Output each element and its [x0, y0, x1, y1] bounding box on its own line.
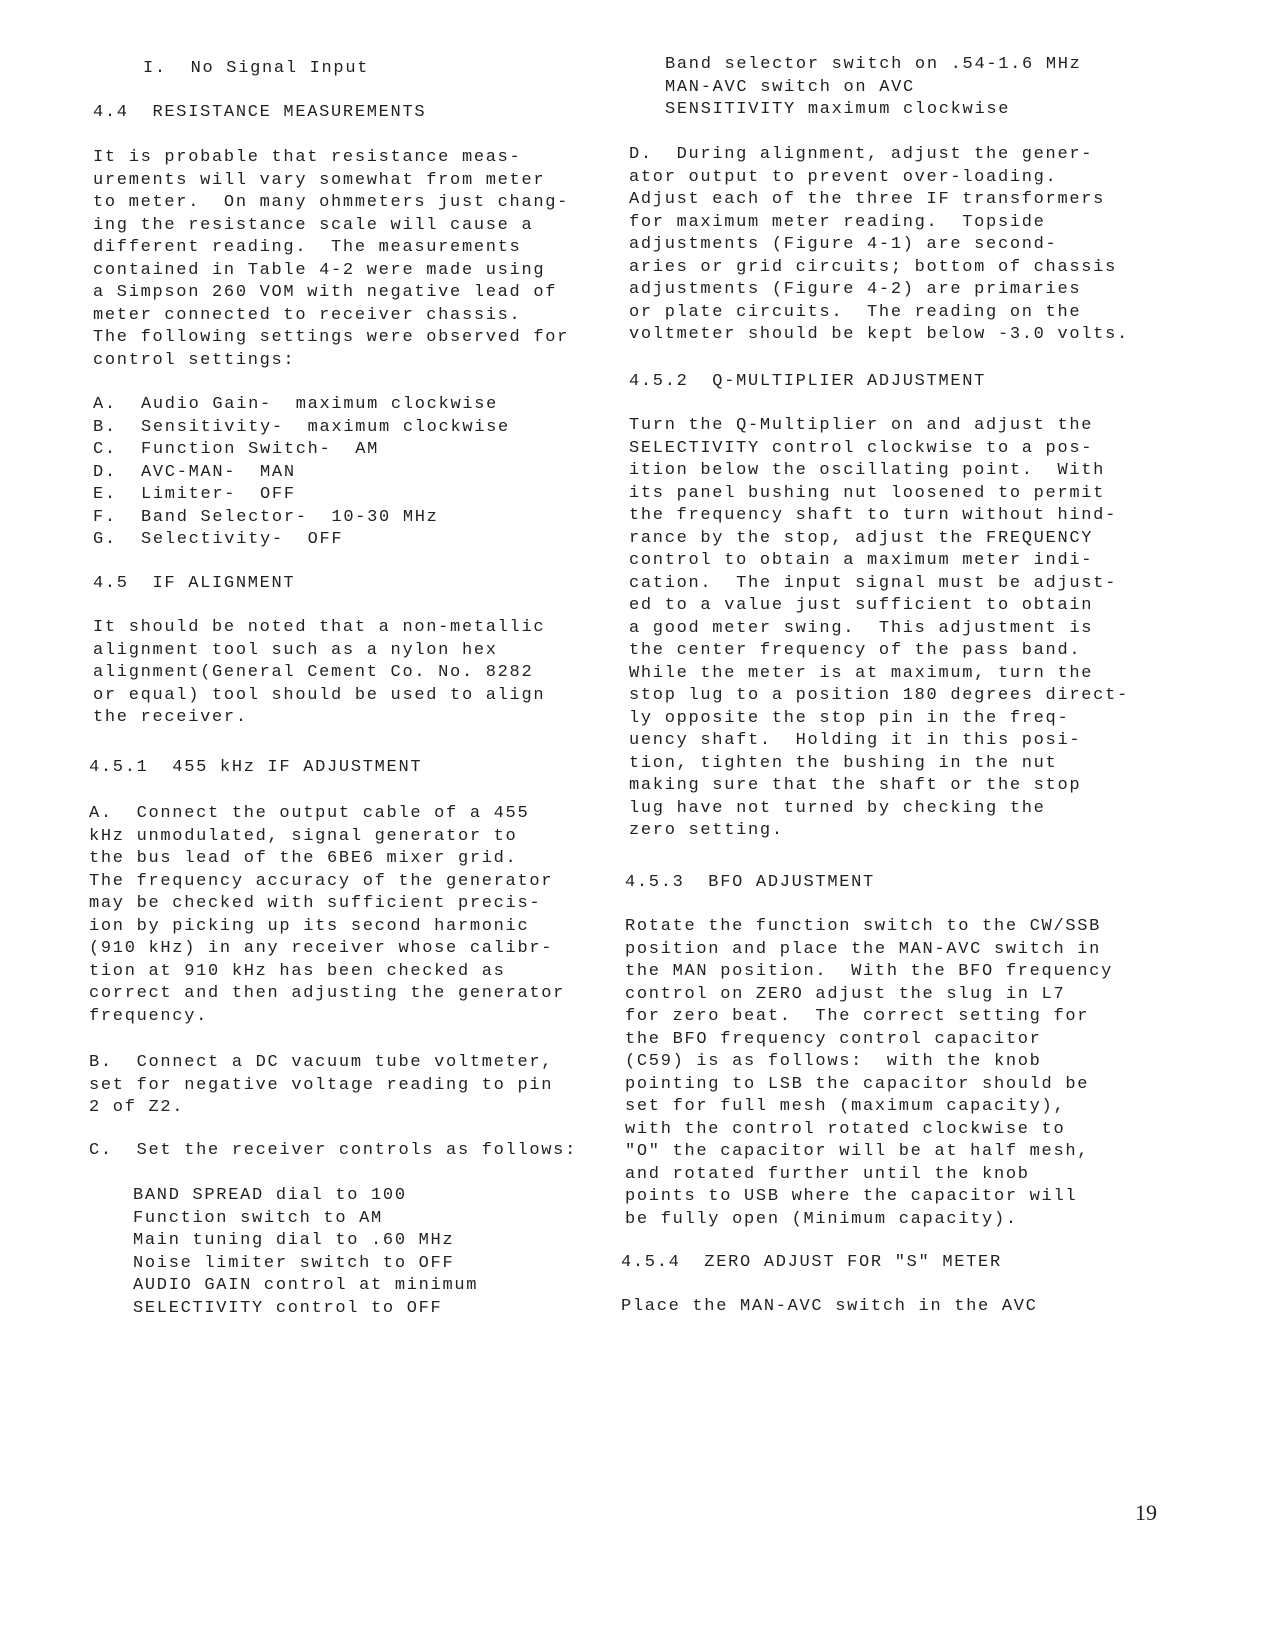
- text-line: BAND SPREAD dial to 100: [133, 1186, 407, 1205]
- text-line: aries or grid circuits; bottom of chassis: [629, 257, 1117, 277]
- text-line: "O" the capacitor will be at half mesh,: [625, 1142, 1090, 1161]
- paragraph-4-5-3: [625, 916, 1113, 1231]
- heading-4-4: 4.4 RESISTANCE MEASUREMENTS: [93, 103, 427, 122]
- text-line: AUDIO GAIN control at minimum: [133, 1276, 479, 1295]
- heading-4-5-4: 4.5.4 ZERO ADJUST FOR "S" METER: [621, 1253, 1002, 1272]
- text-line: ly opposite the stop pin in the freq-: [629, 708, 1070, 728]
- list-item: [93, 507, 510, 530]
- text-line: alignment(General Cement Co. No. 8282: [93, 663, 534, 682]
- text-line: ing the resistance scale will cause a: [93, 215, 534, 235]
- text-line: (C59) is as follows: with the knob: [625, 1052, 1042, 1071]
- text-line: the bus lead of the 6BE6 mixer grid.: [89, 849, 518, 868]
- text-line: ed to a value just sufficient to obtain: [629, 596, 1094, 615]
- paragraph-4-5: [93, 617, 545, 730]
- list-item-label: C.: [93, 440, 117, 459]
- text-line: frequency.: [89, 1006, 209, 1026]
- text-line: the BFO frequency control capacitor: [625, 1029, 1042, 1049]
- text-line: uency shaft. Holding it in this posi-: [629, 731, 1082, 750]
- list-item-text: Sensitivity- maximum clockwise: [141, 417, 510, 437]
- text-line: points to USB where the capacitor will: [625, 1187, 1078, 1206]
- text-line: control to obtain a maximum meter indi-: [629, 551, 1094, 570]
- heading-4-5-1: 4.5.1 455 kHz IF ADJUSTMENT: [89, 758, 423, 777]
- text-line: meter connected to receiver chassis.: [93, 305, 522, 325]
- text-line: Band selector switch on .54-1.6 MHz: [665, 55, 1082, 74]
- text-line: tion at 910 kHz has been checked as: [89, 961, 506, 981]
- text-line: making sure that the shaft or the stop: [629, 776, 1082, 795]
- text-line: lug have not turned by checking the: [629, 798, 1046, 818]
- text-line: adjustments (Figure 4-2) are primaries: [629, 280, 1082, 299]
- list-item-label: B.: [93, 417, 117, 437]
- text-line: Noise limiter switch to OFF: [133, 1253, 455, 1273]
- text-line: ator output to prevent over-loading.: [629, 167, 1058, 187]
- text-line: SELECTIVITY control to OFF: [133, 1298, 443, 1318]
- list-item-text: Audio Gain- maximum clockwise: [141, 395, 499, 414]
- text-line: ion by picking up its second harmonic: [89, 916, 530, 936]
- paragraph-b: [89, 1052, 553, 1120]
- text-line: with the control rotated clockwise to: [625, 1119, 1066, 1139]
- text-line: While the meter is at maximum, turn the: [629, 663, 1094, 683]
- list-item: [93, 529, 510, 552]
- page-number: 19: [1135, 1500, 1157, 1525]
- text-line: SELECTIVITY control clockwise to a pos-: [629, 438, 1094, 458]
- list-item-label: F.: [93, 507, 117, 527]
- text-line: alignment tool such as a nylon hex: [93, 640, 498, 660]
- text-line: for zero beat. The correct setting for: [625, 1007, 1090, 1026]
- paragraph-4-5-4: Place the MAN-AVC switch in the AVC: [621, 1297, 1038, 1316]
- text-line: D. During alignment, adjust the gener-: [629, 145, 1094, 164]
- text-line: position and place the MAN-AVC switch in: [625, 939, 1102, 959]
- text-line: tion, tighten the bushing in the nut: [629, 753, 1058, 773]
- text-line: A. Connect the output cable of a 455: [89, 804, 530, 823]
- text-line: to meter. On many ohmmeters just chang-: [93, 193, 570, 212]
- list-item-label: D.: [93, 462, 117, 482]
- text-line: correct and then adjusting the generator: [89, 984, 566, 1003]
- text-line: ition below the oscillating point. With: [629, 461, 1106, 480]
- text-line: different reading. The measurements: [93, 238, 522, 257]
- paragraph-4-5-2: [629, 415, 1129, 843]
- list-item-text: Band Selector- 10-30 MHz: [141, 507, 439, 527]
- text-line: the frequency shaft to turn without hind-: [629, 506, 1117, 525]
- text-line: MAN-AVC switch on AVC: [665, 77, 915, 97]
- text-line: the receiver.: [93, 708, 248, 727]
- heading-4-5-2: 4.5.2 Q-MULTIPLIER ADJUSTMENT: [629, 372, 987, 391]
- section-title: I. No Signal Input: [143, 59, 370, 78]
- text-line: It should be noted that a non-metallic: [93, 618, 546, 637]
- paragraph-c: C. Set the receiver controls as follows:: [89, 1141, 577, 1160]
- list-item-text: Selectivity- OFF: [141, 530, 344, 549]
- text-line: (910 kHz) in any receiver whose calibr-: [89, 939, 554, 958]
- list-item-text: Limiter- OFF: [141, 485, 296, 504]
- text-line: for maximum meter reading. Topside: [629, 212, 1046, 232]
- text-line: may be checked with sufficient precis-: [89, 894, 542, 913]
- text-line: It is probable that resistance meas-: [93, 148, 522, 167]
- text-line: The following settings were observed for: [93, 328, 570, 347]
- control-settings-list: [93, 394, 510, 552]
- text-line: a Simpson 260 VOM with negative lead of: [93, 283, 558, 302]
- text-line: set for full mesh (maximum capacity),: [625, 1097, 1066, 1116]
- text-line: Main tuning dial to .60 MHz: [133, 1231, 455, 1250]
- text-line: Adjust each of the three IF transformers: [629, 190, 1106, 209]
- text-line: a good meter swing. This adjustment is: [629, 618, 1094, 638]
- text-line: cation. The input signal must be adjust-: [629, 573, 1117, 593]
- text-line: zero setting.: [629, 821, 784, 840]
- receiver-controls-continued: [665, 54, 1082, 122]
- text-line: 2 of Z2.: [89, 1098, 185, 1117]
- text-line: voltmeter should be kept below -3.0 volts.: [629, 325, 1129, 344]
- heading-4-5: 4.5 IF ALIGNMENT: [93, 574, 296, 593]
- list-item: [93, 462, 510, 485]
- text-line: pointing to LSB the capacitor should be: [625, 1074, 1090, 1094]
- list-item: [93, 484, 510, 507]
- text-line: stop lug to a position 180 degrees direct-: [629, 686, 1129, 705]
- text-line: set for negative voltage reading to pin: [89, 1075, 554, 1095]
- text-line: be fully open (Minimum capacity).: [625, 1209, 1018, 1229]
- text-line: urements will vary somewhat from meter: [93, 170, 546, 190]
- text-line: and rotated further until the knob: [625, 1164, 1030, 1184]
- text-line: SENSITIVITY maximum clockwise: [665, 100, 1011, 119]
- text-line: B. Connect a DC vacuum tube voltmeter,: [89, 1053, 554, 1072]
- list-item-text: AVC-MAN- MAN: [141, 462, 296, 482]
- list-item-label: G.: [93, 530, 117, 549]
- list-item: [93, 394, 510, 417]
- text-line: or plate circuits. The reading on the: [629, 302, 1082, 322]
- paragraph-d: [629, 144, 1129, 347]
- text-line: Turn the Q-Multiplier on and adjust the: [629, 416, 1094, 435]
- paragraph-a: [89, 803, 565, 1028]
- paragraph-4-4: [93, 147, 569, 372]
- text-line: adjustments (Figure 4-1) are second-: [629, 235, 1058, 254]
- heading-4-5-3: 4.5.3 BFO ADJUSTMENT: [625, 873, 875, 892]
- text-line: control settings:: [93, 350, 296, 370]
- text-line: Function switch to AM: [133, 1208, 383, 1228]
- list-item-label: A.: [93, 395, 117, 414]
- list-item-label: E.: [93, 485, 117, 504]
- text-line: Rotate the function switch to the CW/SSB: [625, 917, 1102, 936]
- text-line: kHz unmodulated, signal generator to: [89, 826, 518, 846]
- text-line: contained in Table 4-2 were made using: [93, 260, 546, 280]
- text-line: the center frequency of the pass band.: [629, 641, 1082, 660]
- text-line: the MAN position. With the BFO frequency: [625, 962, 1113, 981]
- text-line: its panel bushing nut loosened to permit: [629, 483, 1106, 503]
- list-item: [93, 439, 510, 462]
- receiver-controls-list: [133, 1185, 478, 1320]
- text-line: control on ZERO adjust the slug in L7: [625, 984, 1066, 1004]
- text-line: rance by the stop, adjust the FREQUENCY: [629, 528, 1094, 548]
- list-item: [93, 417, 510, 440]
- list-item-text: Function Switch- AM: [141, 440, 380, 459]
- text-line: The frequency accuracy of the generator: [89, 871, 554, 891]
- text-line: or equal) tool should be used to align: [93, 685, 546, 705]
